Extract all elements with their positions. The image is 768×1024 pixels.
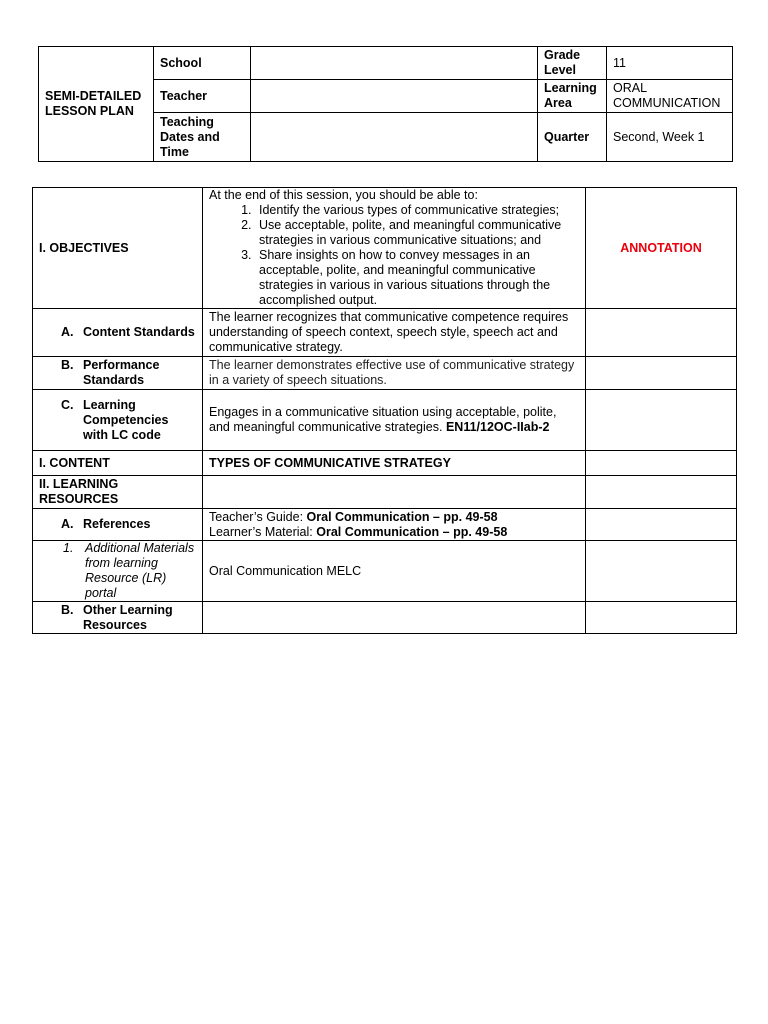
other-resources-label: Other Learning Resources [83,602,173,632]
learning-area-value: ORAL COMMUNICATION [607,80,733,113]
performance-standards-value: The learner demonstrates effective use of communicative strategy in a variety of speech situations. [203,357,586,390]
learning-resources-label: II. LEARNING RESOURCES [33,476,203,509]
objective-item: 1. Identify the various types of communicative strategies; [255,203,579,218]
lesson-plan-table [32,187,737,634]
learners-material-value: Oral Communication – pp. 49-58 [316,524,508,539]
additional-materials-row [33,541,737,602]
content-standards-value: The learner recognizes that communicative competence requires understanding of speech context, speech style, speech act and communicative strategy. [203,309,586,357]
annotation-header: ANNOTATION [586,188,737,309]
other-resources-marker: B. [61,602,74,617]
grade-level-value: 11 [607,47,733,80]
other-resources-row [33,602,737,634]
competencies-value: Engages in a communicative situation using acceptable, polite, and meaningful communicative strategies. [209,405,557,434]
learning-resources-value [203,476,586,509]
references-marker: A. [61,517,74,531]
content-value: TYPES OF COMMUNICATIVE STRATEGY [203,451,586,476]
quarter-value: Second, Week 1 [607,113,733,162]
content-standards-label: Content Standards [83,325,195,339]
learning-resources-annotation [586,476,737,509]
objective-item: 3. Share insights on how to convey messages in an acceptable, polite, and meaningful communicative strategies in various in various situations through the accomplished output. [255,248,579,308]
competencies-cell [203,390,586,451]
objective-item: 2. Use acceptable, polite, and meaningful communicative strategies in various communicative situations; and [255,218,579,248]
content-standards-row [33,309,737,357]
lc-code: EN11/12OC-IIab-2 [445,420,550,434]
grade-level-label: Grade Level [538,47,607,80]
additional-materials-label-cell [33,541,203,602]
competencies-row [33,390,737,451]
performance-standards-marker: B. [61,358,74,372]
teachers-guide-prefix: Teacher’s Guide: [209,509,304,524]
references-annotation [586,509,737,541]
teaching-dates-label: Teaching Dates and Time [154,113,251,162]
objectives-list [209,203,579,308]
additional-materials-annotation [586,541,737,602]
content-label: I. CONTENT [33,451,203,476]
teacher-label: Teacher [154,80,251,113]
performance-standards-label-cell [33,357,203,390]
objectives-row [33,188,737,309]
competencies-marker: C. [61,397,74,412]
school-value [251,47,538,80]
performance-standards-label: Performance Standards [83,358,160,387]
teachers-guide-value: Oral Communication – pp. 49-58 [306,509,498,524]
learners-material-prefix: Learner’s Material: [209,524,313,539]
teaching-dates-value [251,113,538,162]
references-row [33,509,737,541]
content-standards-marker: A. [61,325,74,339]
competencies-label: Learning Competencies with LC code [83,397,169,442]
school-label: School [154,47,251,80]
content-standards-annotation [586,309,737,357]
content-standards-label-cell [33,309,203,357]
other-resources-label-cell [33,602,203,634]
objectives-label: I. OBJECTIVES [33,188,203,309]
other-resources-value [203,602,586,634]
additional-materials-label: Additional Materials from learning Resource (LR) portal [85,541,195,600]
additional-materials-marker: 1. [63,541,74,555]
additional-materials-value: Oral Communication MELC [203,541,586,602]
other-resources-annotation [586,602,737,634]
quarter-label: Quarter [538,113,607,162]
content-row [33,451,737,476]
performance-standards-annotation [586,357,737,390]
performance-standards-row [33,357,737,390]
learning-resources-row [33,476,737,509]
references-label: References [83,517,151,531]
plan-title: SEMI-DETAILED LESSON PLAN [39,47,154,162]
references-label-cell [33,509,203,541]
objectives-cell [203,188,586,309]
header-table [38,46,733,162]
competencies-annotation [586,390,737,451]
teacher-value [251,80,538,113]
competencies-label-cell [33,390,203,451]
learning-area-label: Learning Area [538,80,607,113]
references-cell [203,509,586,541]
objectives-intro: At the end of this session, you should be able to: [209,188,478,202]
content-annotation [586,451,737,476]
